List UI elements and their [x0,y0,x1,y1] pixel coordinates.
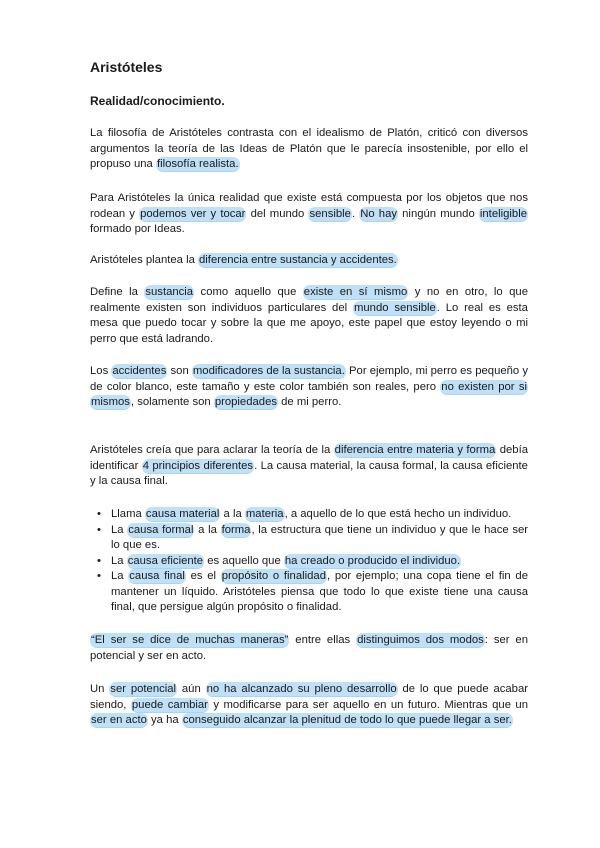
section-subtitle: Realidad/conocimiento. [90,94,225,108]
highlight: diferencia entre sustancia y accidentes. [199,254,397,266]
highlight: accidentes [112,365,167,377]
highlight: propósito o finalidad [221,570,326,582]
highlight: No hay [360,207,398,220]
text: Aristóteles creía que para aclarar la teoría de la [90,444,334,456]
text: La [111,554,127,567]
highlight: 4 principios diferentes [142,459,254,472]
paragraph-intro [90,126,528,173]
list-item [90,507,528,523]
paragraph-potential-act [90,682,528,729]
highlight: puede cambiar [131,698,208,711]
text: Define la [90,286,145,298]
paragraph-substance-accidents [90,253,528,269]
highlight: no existen por si mismos [91,380,527,408]
paragraph-substance [90,285,528,347]
text: , por ejemplo; una copa tiene el fin de mantener un líquido. Aristóteles piensa que todo lo que existe tiene una causa final, que persigue algún propósito o finalidad. [111,570,528,613]
highlight: “El ser se dice de muchas maneras” [91,634,289,646]
text: aún [177,683,206,695]
bullet: • [97,570,101,582]
text: La filosofía de Aristóteles contrasta con el idealismo de Platón, criticó con diversos argumentos la teoría de las Ideas de Platón que le parecía insostenible, por ello el propuso una [90,127,528,170]
text: del mundo [246,207,309,220]
text: formado por Ideas. [90,223,185,235]
document-title: Aristóteles [90,59,163,75]
text: a la [220,508,245,520]
list-item [90,554,528,570]
paragraph-accidents [90,364,528,411]
text: Un [90,683,110,695]
text: es el [185,570,221,582]
text: La [111,523,128,536]
highlight: ser potencial [110,683,177,695]
text: . Lo real es esta mesa que puedo tocar y sobre la que me apoyo, este papel que estoy leyendo o mi perro que está ladrando. [90,301,528,345]
text: La [111,570,129,582]
text: entre ellas [289,634,357,646]
text: a la [194,523,221,536]
highlight: filosofía realista. [156,158,239,170]
bullet: • [97,523,101,536]
text: como aquello que [194,286,303,298]
highlight: materia [245,508,284,520]
highlight: forma [221,523,251,536]
text: Aristóteles plantea la [90,254,199,266]
highlight: causa formal [128,523,194,536]
paragraph-reality [90,191,528,238]
bullet: • [97,508,101,520]
highlight: ha creado o producido el individuo. [284,554,461,567]
highlight: inteligible [479,207,527,220]
highlight: causa final [129,570,185,582]
text: de lo que puede acabar siendo, [90,683,528,711]
text: Llama [111,508,145,520]
text: son [167,365,192,377]
text: , solamente son [130,396,214,408]
highlight: ser en acto [91,714,147,726]
list-item [90,569,528,616]
text: ningún mundo [398,207,479,220]
text: , a aquello de lo que está hecho un individuo. [284,508,512,520]
paragraph-four-causes [90,443,528,490]
text: Los [90,365,112,377]
highlight: causa eficiente [127,554,204,567]
text: : ser en potencial y ser en acto. [90,634,528,662]
text: Para Aristóteles la única realidad que existe está compuesta por los objetos que nos rodean y [90,192,528,220]
list-item [90,523,528,554]
highlight: no ha alcanzado su pleno desarrollo [206,683,397,695]
paragraph-modes-of-being [90,633,528,664]
highlight: distinguimos dos modos [357,634,484,646]
text: de mi perro. [278,396,342,408]
text: debía identificar [90,444,528,472]
text: . La causa material, la causa formal, la causa eficiente y la causa final. [90,459,528,487]
bullet: • [97,554,101,567]
causes-list [90,507,528,616]
highlight: modificadores de la sustancia. [192,365,345,377]
text: Por ejemplo, mi perro es pequeño y de color blanco, este tamaño y este color también son reales, pero [90,365,528,393]
highlight: sustancia [145,286,194,298]
text: ya ha [147,714,182,726]
text: . [351,207,360,220]
text: y no en otro, lo que realmente existen son individuos particulares del [90,286,529,314]
highlight: sensible [309,207,351,220]
highlight: conseguido alcanzar la plenitud de todo lo que puede llegar a ser. [182,714,512,726]
highlight: diferencia entre materia y forma [334,444,496,456]
text: es aquello que [204,554,284,567]
text: , la estructura que tiene un individuo y que le hace ser lo que es. [111,523,529,551]
highlight: existe en sí mismo [303,286,408,298]
highlight: podemos ver y tocar [140,207,246,220]
highlight: causa material [145,508,220,520]
highlight: mundo sensible [353,301,436,314]
highlight: propiedades [214,396,277,408]
text: y modificarse para ser aquello en un futuro. Mientras que un [208,698,529,711]
